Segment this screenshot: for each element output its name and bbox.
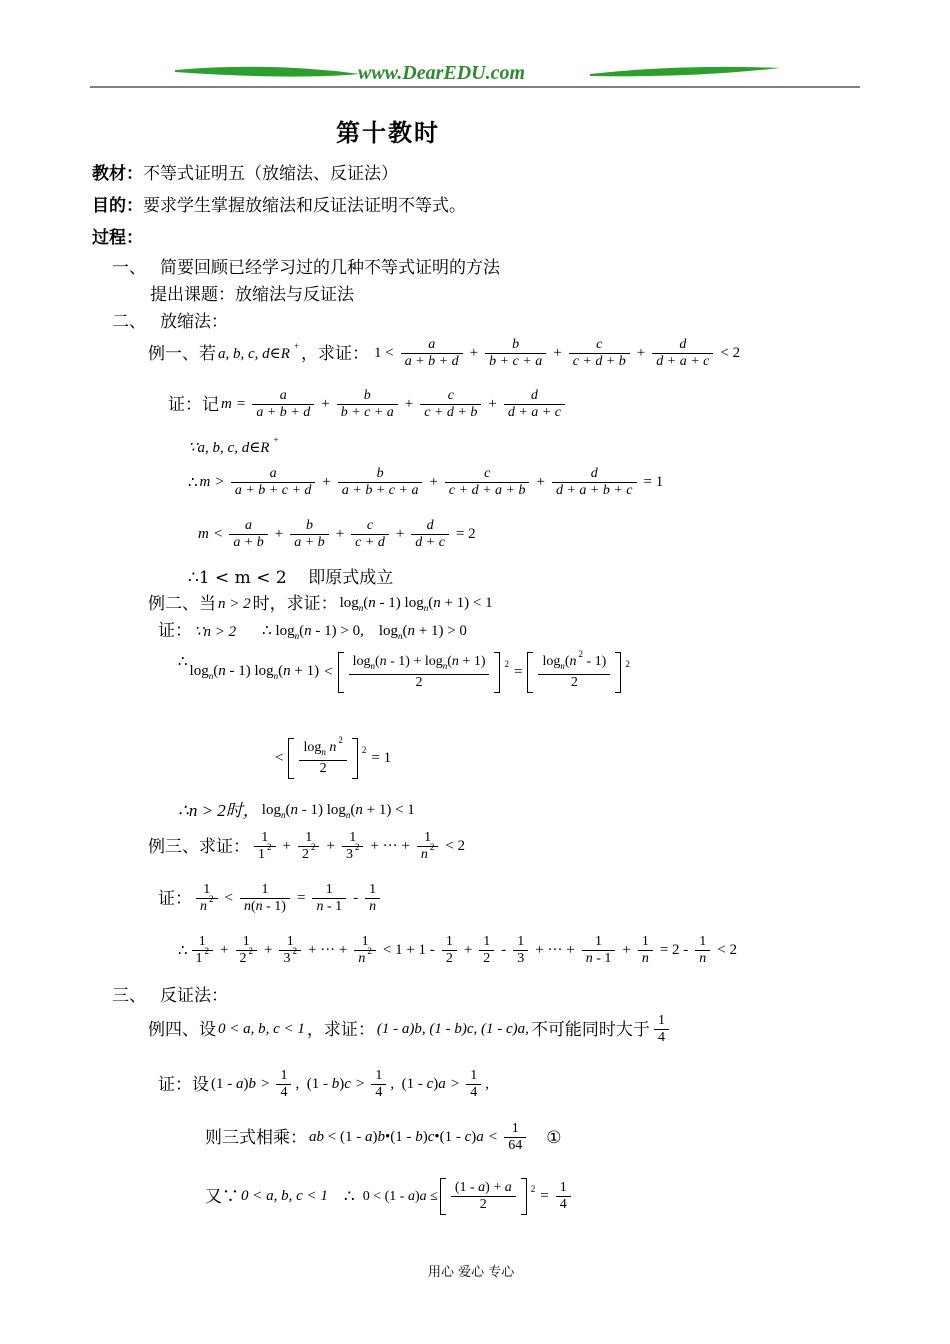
- section-1-subtitle: 提出课题：放缩法与反证法: [150, 285, 354, 305]
- example-1-upper-bound: m < $\frac{a}{a + b}$ + $\frac{b}{a + b}$ + $\frac{c}{c + d}$ + $\frac{d}{d + c}$ = 2: [198, 518, 476, 550]
- example-2-conclusion: ∴n > 2时， $\log_n(n - 1) \log_n(n + 1) < 1$: [178, 801, 415, 820]
- example-4-bound: 又∵ 0 < a, b, c < 1 ∴ 0 < (1 - a)a ≤ $\frac{(1 - a) + a}{2}$ $^2$ = $\frac{1}{4}$: [205, 1178, 573, 1215]
- example-4-assumption: 证：设 (1 - a)b > $\frac{1}{4}$ , (1 - b)c > $\frac{1}{4}$ , (1 - c)a > $\frac{1}{4}$ ,: [158, 1068, 489, 1100]
- header-site: www.DearEDU.com: [358, 62, 526, 84]
- example-2-proof-start: 证： ∵n > 2 ∴ $\log_n(n - 1) > 0$, $\log_n(n + 1) > 0$: [158, 621, 467, 641]
- footer-text: 用心 爱心 专心: [428, 1265, 515, 1280]
- example-1-conclusion: ∴1 < m < 2 即原式成立: [188, 568, 394, 588]
- section-1-title: 简要回顾已经学习过的几种不等式证明的方法: [160, 258, 500, 278]
- example-2-inequality: ∴ $\log_n(n - 1) \log_n(n + 1)$ < $\frac{\log_n(n - 1) + \log_n(n + 1)}{2}$ $^2$ = $\frac{\log_n(n ^2 - 1)}{2}$ $^2$: [178, 652, 630, 693]
- section-3-number: 三、: [112, 986, 146, 1006]
- section-2-number: 二、: [112, 312, 146, 332]
- example-1-lower-bound: ∴ m > $\frac{a}{a + b + c + d}$ + $\frac{b}{a + b + c + a}$ + $\frac{c}{c + d + a + b}$ + $\frac{d}{d + a + b + c}$ = 1: [188, 466, 664, 498]
- example-4-product: 则三式相乘： ab < (1 - a)b•(1 - b)c•(1 - c)a < $\frac{1}{64}$ ①: [205, 1121, 562, 1153]
- example-1-proof-def: 证：记 m = $\frac{a}{a + b + d}$ + $\frac{b}{b + c + a}$ + $\frac{c}{c + d + b}$ + $\frac{d}{d + a + c}$: [168, 388, 567, 421]
- header-banner: [90, 60, 860, 90]
- example-4-statement: 例四、设 0 < a, b, c < 1 ，求证： (1 - a)b, (1 - b)c, (1 - c)a, 不可能同时大于 $\frac{1}{4}$: [148, 1013, 671, 1046]
- process-label: 过程：: [92, 228, 143, 248]
- page-title: 第十教时: [336, 118, 440, 147]
- example-3-statement: 例三、求证： $\frac{1}{1 ^2}$ + $\frac{1}{2 ^2}$ + $\frac{1}{3 ^2}$ + ··· + $\frac{1}{n ^2}$ < 2: [148, 830, 466, 862]
- example-2-statement: 例二、当 n > 2 时，求证： $\log_n(n - 1) \log_n(n + 1) < 1$: [148, 594, 493, 613]
- section-3-title: 反证法：: [160, 986, 228, 1006]
- section-2-title: 放缩法：: [160, 312, 228, 332]
- example-2-bound: < $\frac{\log_n n ^2}{2}$ $^2$ = 1: [272, 738, 394, 779]
- material-line: 教材：不等式证明五（放缩法、反证法）: [92, 164, 398, 184]
- section-1-number: 一、: [112, 258, 146, 278]
- goal-line: 目的：要求学生掌握放缩法和反证法证明不等式。: [92, 196, 466, 216]
- example-1-since: ∵a, b, c, d∈R +: [188, 434, 279, 456]
- example-3-conclusion: ∴ $\frac{1}{1 ^2}$ + $\frac{1}{2 ^2}$ + $\frac{1}{3 ^2}$ + ··· + $\frac{1}{n ^2}$ < 1 + 1 - $\frac{1}{2}$ + $\frac{1}{2}$ - $\frac{1}{3}$ + ··· + $\frac{1}{n - 1}$ + $\frac{1}{n}$ = 2 - $\frac{1}{n}$ < 2: [178, 934, 738, 966]
- example-1-statement: 例一、若 a, b, c, d∈R + ，求证： 1 < $\frac{a}{a + b + d}$ + $\frac{b}{b + c + a}$ + $\frac{c}{c + d + b}$ + $\frac{d}{d + a + c}$ < 2: [148, 337, 741, 369]
- example-3-proof-step: 证： $\frac{1}{n ^2}$ < $\frac{1}{n(n - 1)}$ = $\frac{1}{n - 1}$ - $\frac{1}{n}$: [158, 882, 382, 915]
